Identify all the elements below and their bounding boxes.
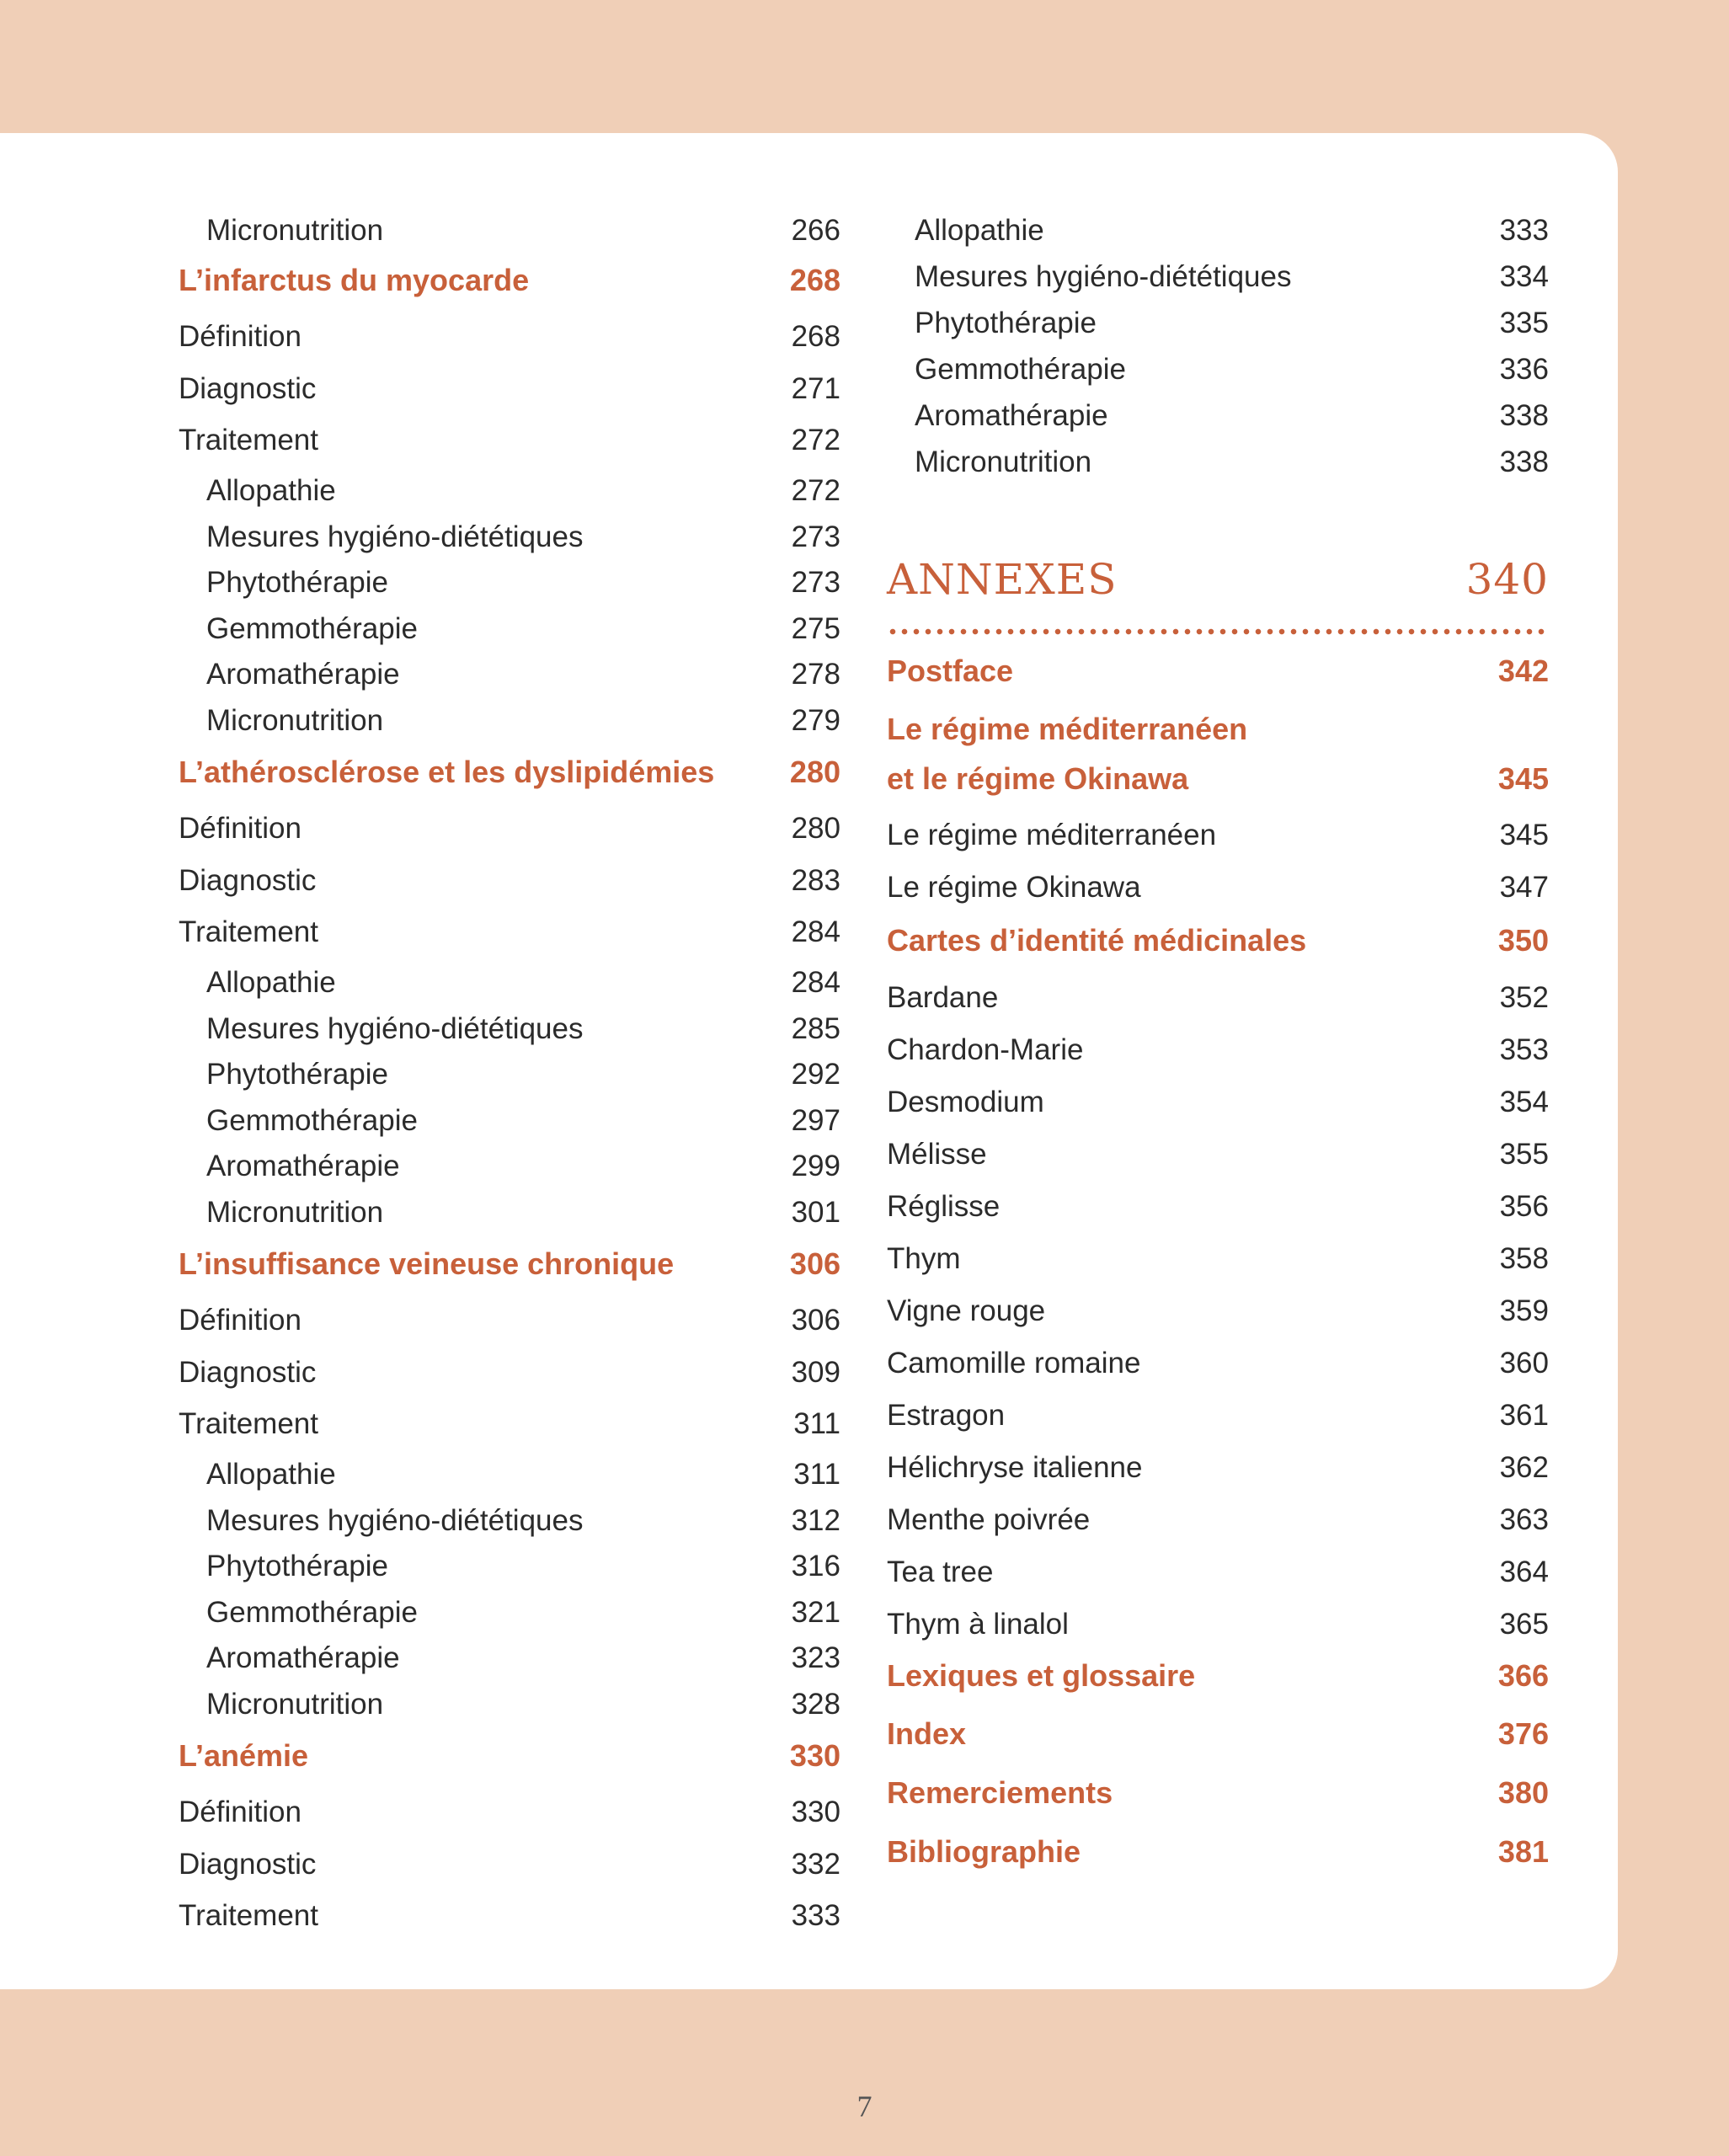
toc-entry[interactable] [179,1409,840,1438]
toc-entry-page: 364 [1499,1556,1549,1588]
toc-entry-page: 284 [791,915,840,948]
toc-entry-page: 363 [1499,1503,1549,1536]
toc-entry-label: L’athérosclérose et les dyslipidémies [179,755,715,789]
toc-entry-label: Le régime Okinawa [887,871,1141,904]
toc-entry-label: Chardon-Marie [887,1033,1084,1066]
toc-entry-label: Définition [179,320,302,353]
toc-entry-label: Réglisse [887,1190,1001,1223]
toc-entry[interactable] [887,983,1549,1012]
toc-entry-label: L’insuffisance veineuse chronique [179,1246,675,1281]
toc-entry-page: 359 [1499,1294,1549,1327]
toc-entry-label: Index [887,1716,967,1751]
toc-entry-label: Diagnostic [179,372,317,405]
toc-heading[interactable] [887,1834,1549,1869]
toc-entry-page: 332 [791,1848,840,1881]
toc-entry-label: Allopathie [206,966,336,999]
toc-entry-page: 330 [789,1738,840,1773]
toc-entry[interactable] [179,659,840,689]
toc-entry-label: Diagnostic [179,1848,317,1881]
toc-entry-label: Mélisse [887,1138,987,1171]
toc-entry-label: Traitement [179,915,318,948]
toc-entry-page: 376 [1497,1716,1549,1751]
toc-entry-label: Diagnostic [179,1356,317,1389]
toc-entry-page: 350 [1497,923,1549,958]
toc-entry[interactable] [179,476,840,505]
toc-entry[interactable] [179,1598,840,1627]
toc-entry[interactable] [887,1296,1549,1326]
toc-entry-page: 284 [791,966,840,999]
toc-entry[interactable] [179,614,840,643]
toc-entry[interactable] [179,1059,840,1089]
toc-entry-page: 381 [1497,1834,1549,1869]
toc-entry-label: Mesures hygiéno-diététiques [206,1504,584,1537]
toc-entry-label: Menthe poivrée [887,1503,1091,1536]
toc-entry-label: Gemmothérapie [915,353,1126,386]
toc-entry[interactable] [915,216,1549,245]
toc-entry-page: 361 [1499,1399,1549,1432]
toc-entry-page: 268 [791,320,840,353]
toc-entry-page: 273 [791,520,840,553]
toc-entry[interactable] [915,308,1549,338]
toc-entry[interactable] [179,1901,840,1930]
toc-entry[interactable] [179,425,840,455]
toc-entry-page: 354 [1499,1086,1549,1118]
toc-entry[interactable] [915,355,1549,384]
section-annexes [887,555,1549,604]
toc-entry-label: Tea tree [887,1556,994,1588]
toc-entry[interactable] [179,968,840,997]
toc-entry-label: Bardane [887,981,999,1014]
toc-entry-page: 333 [791,1899,840,1932]
toc-heading[interactable] [887,1716,1549,1751]
toc-entry[interactable] [179,1506,840,1535]
toc-entry-page: 292 [791,1058,840,1091]
toc-entry-page: 366 [1497,1658,1549,1693]
toc-entry[interactable] [179,706,840,735]
toc-entry-page: 342 [1497,654,1549,688]
toc-heading[interactable] [887,1775,1549,1810]
toc-entry-label: Traitement [179,1407,318,1440]
toc-entry-label: Estragon [887,1399,1006,1432]
toc-entry-page: 358 [1499,1242,1549,1275]
toc-entry[interactable] [887,1087,1549,1117]
toc-entry-label: Postface [887,654,1014,688]
toc-entry-page: 299 [791,1150,840,1182]
toc-entry[interactable] [179,1305,840,1335]
toc-entry[interactable] [887,1505,1549,1534]
toc-entry-label: Aromathérapie [206,1641,400,1674]
toc-entry-label: Phytothérapie [206,1058,388,1091]
toc-heading[interactable] [887,1658,1549,1693]
toc-entry-page: 268 [789,263,840,297]
toc-entry-label: Bibliographie [887,1834,1081,1869]
toc-entry[interactable] [179,216,840,245]
toc-entry-label: Définition [179,812,302,845]
toc-entry[interactable] [179,1151,840,1181]
toc-entry-label: Micronutrition [206,1688,384,1721]
toc-entry-label: Définition [179,1796,302,1828]
toc-heading[interactable] [179,265,840,296]
toc-entry-label: Mesures hygiéno-diététiques [915,260,1292,293]
toc-entry-label: Traitement [179,424,318,456]
toc-entry-label: Phytothérapie [915,307,1097,339]
toc-entry[interactable] [915,262,1549,291]
toc-entry-page: 285 [791,1012,840,1045]
toc-entry-label: Allopathie [206,1458,336,1491]
toc-entry-page: 306 [791,1304,840,1337]
toc-entry-page: 362 [1499,1451,1549,1484]
toc-entry-page: 360 [1499,1347,1549,1380]
toc-entry[interactable] [915,401,1549,430]
toc-entry-page: 272 [791,424,840,456]
toc-entry-label: Lexiques et glossaire [887,1658,1196,1693]
toc-heading[interactable] [179,1246,840,1281]
toc-entry-label: Micronutrition [915,446,1092,478]
toc-entry-label: L’anémie [179,1738,309,1773]
toc-entry-label: Phytothérapie [206,566,388,599]
toc-entry-label: Camomille romaine [887,1347,1141,1380]
toc-entry[interactable] [887,1192,1549,1221]
toc-entry-page: 355 [1499,1138,1549,1171]
toc-entry[interactable] [179,1106,840,1135]
toc-entry-page: 365 [1499,1608,1549,1641]
toc-entry[interactable] [887,1348,1549,1378]
toc-heading-line [887,714,1549,744]
toc-entry[interactable] [179,522,840,552]
toc-entry-page: 335 [1499,307,1549,339]
toc-entry-label: Thym [887,1242,961,1275]
toc-entry-page: 280 [791,812,840,845]
toc-entry[interactable] [179,322,840,351]
toc-entry-page: 297 [791,1104,840,1137]
toc-entry-page: 330 [791,1796,840,1828]
toc-entry[interactable] [179,1551,840,1581]
toc-entry-page: 338 [1499,399,1549,432]
toc-entry-page: 328 [791,1688,840,1721]
toc-entry-page: 316 [791,1550,840,1582]
toc-entry-page: 333 [1499,214,1549,247]
toc-heading-label: Le régime méditerranéen [887,712,1248,746]
toc-entry-label: Micronutrition [206,704,384,737]
toc-entry-label: Mesures hygiéno-diététiques [206,1012,584,1045]
toc-entry-page: 334 [1499,260,1549,293]
toc-entry-page: 273 [791,566,840,599]
toc-entry-page: 345 [1497,761,1549,796]
dotted-divider [887,628,1549,635]
toc-entry-page: 278 [791,658,840,691]
toc-entry-page: 380 [1497,1775,1549,1810]
toc-entry-page: 272 [791,474,840,507]
toc-entry-page: 309 [791,1356,840,1389]
page-number: 7 [856,2089,873,2123]
toc-entry-page: 301 [791,1196,840,1229]
toc-heading[interactable] [887,761,1549,796]
toc-entry-label: Phytothérapie [206,1550,388,1582]
toc-entry-label: Thym à linalol [887,1608,1069,1641]
toc-entry-page: 311 [793,1407,840,1440]
toc-entry[interactable] [179,1358,840,1387]
toc-entry[interactable] [179,866,840,895]
toc-entry[interactable] [179,568,840,597]
toc-entry-page: 279 [791,704,840,737]
toc-heading[interactable] [887,656,1549,686]
toc-entry-label: Hélichryse italienne [887,1451,1143,1484]
toc-entry-label: Allopathie [915,214,1044,247]
toc-entry[interactable] [887,1244,1549,1273]
toc-entry[interactable] [179,1849,840,1879]
toc-entry[interactable] [179,374,840,403]
toc-entry[interactable] [179,1689,840,1719]
toc-entry-label: Vigne rouge [887,1294,1046,1327]
toc-entry-label: Mesures hygiéno-diététiques [206,520,584,553]
toc-heading[interactable] [887,923,1549,958]
toc-entry-label: Allopathie [206,474,336,507]
toc-entry-page: 353 [1499,1033,1549,1066]
toc-entry-label: Gemmothérapie [206,1104,418,1137]
toc-entry-label: Micronutrition [206,214,384,247]
toc-entry-label: Micronutrition [206,1196,384,1229]
toc-entry-label: Le régime méditerranéen [887,819,1217,851]
toc-entry[interactable] [887,1609,1549,1639]
toc-entry-page: 271 [791,372,840,405]
toc-entry[interactable] [887,1557,1549,1587]
toc-entry-label: Gemmothérapie [206,612,418,645]
toc-entry-label: et le régime Okinawa [887,761,1189,796]
section-title: ANNEXES [887,555,1118,604]
toc-entry-label: L’infarctus du myocarde [179,263,530,297]
toc-entry-label: Définition [179,1304,302,1337]
toc-entry[interactable] [887,820,1549,850]
toc-entry-label: Aromathérapie [206,658,400,691]
toc-heading[interactable] [179,757,840,787]
toc-entry-page: 283 [791,864,840,897]
toc-entry[interactable] [179,1014,840,1043]
toc-entry-label: Aromathérapie [206,1150,400,1182]
toc-entry-label: Diagnostic [179,864,317,897]
toc-entry-page: 321 [791,1596,840,1629]
toc-entry[interactable] [887,1453,1549,1482]
toc-entry-page: 312 [791,1504,840,1537]
toc-entry[interactable] [887,1139,1549,1169]
toc-entry[interactable] [179,917,840,947]
toc-entry[interactable] [179,814,840,843]
toc-entry[interactable] [887,1035,1549,1065]
section-page: 340 [1465,555,1549,604]
toc-entry[interactable] [887,873,1549,902]
toc-entry-label: Aromathérapie [915,399,1108,432]
toc-entry-page: 275 [791,612,840,645]
toc-entry-page: 347 [1499,871,1549,904]
toc-entry[interactable] [887,1401,1549,1430]
toc-entry-page: 338 [1499,446,1549,478]
toc-entry[interactable] [179,1198,840,1227]
toc-entry[interactable] [179,1460,840,1489]
toc-entry-page: 306 [789,1246,840,1281]
toc-entry[interactable] [179,1643,840,1673]
toc-entry-page: 352 [1499,981,1549,1014]
toc-entry-page: 336 [1499,353,1549,386]
toc-card [0,133,1618,1989]
toc-entry-page: 266 [791,214,840,247]
toc-entry-label: Remerciements [887,1775,1113,1810]
toc-entry-page: 311 [793,1458,840,1491]
toc-entry-page: 345 [1499,819,1549,851]
toc-entry-page: 356 [1499,1190,1549,1223]
toc-entry-page: 280 [789,755,840,789]
toc-entry-label: Desmodium [887,1086,1044,1118]
toc-entry-page: 323 [791,1641,840,1674]
toc-entry-label: Gemmothérapie [206,1596,418,1629]
toc-entry[interactable] [915,447,1549,477]
toc-entry-label: Traitement [179,1899,318,1932]
toc-entry-label: Cartes d’identité médicinales [887,923,1307,958]
toc-entry[interactable] [179,1797,840,1827]
toc-heading[interactable] [179,1738,840,1773]
